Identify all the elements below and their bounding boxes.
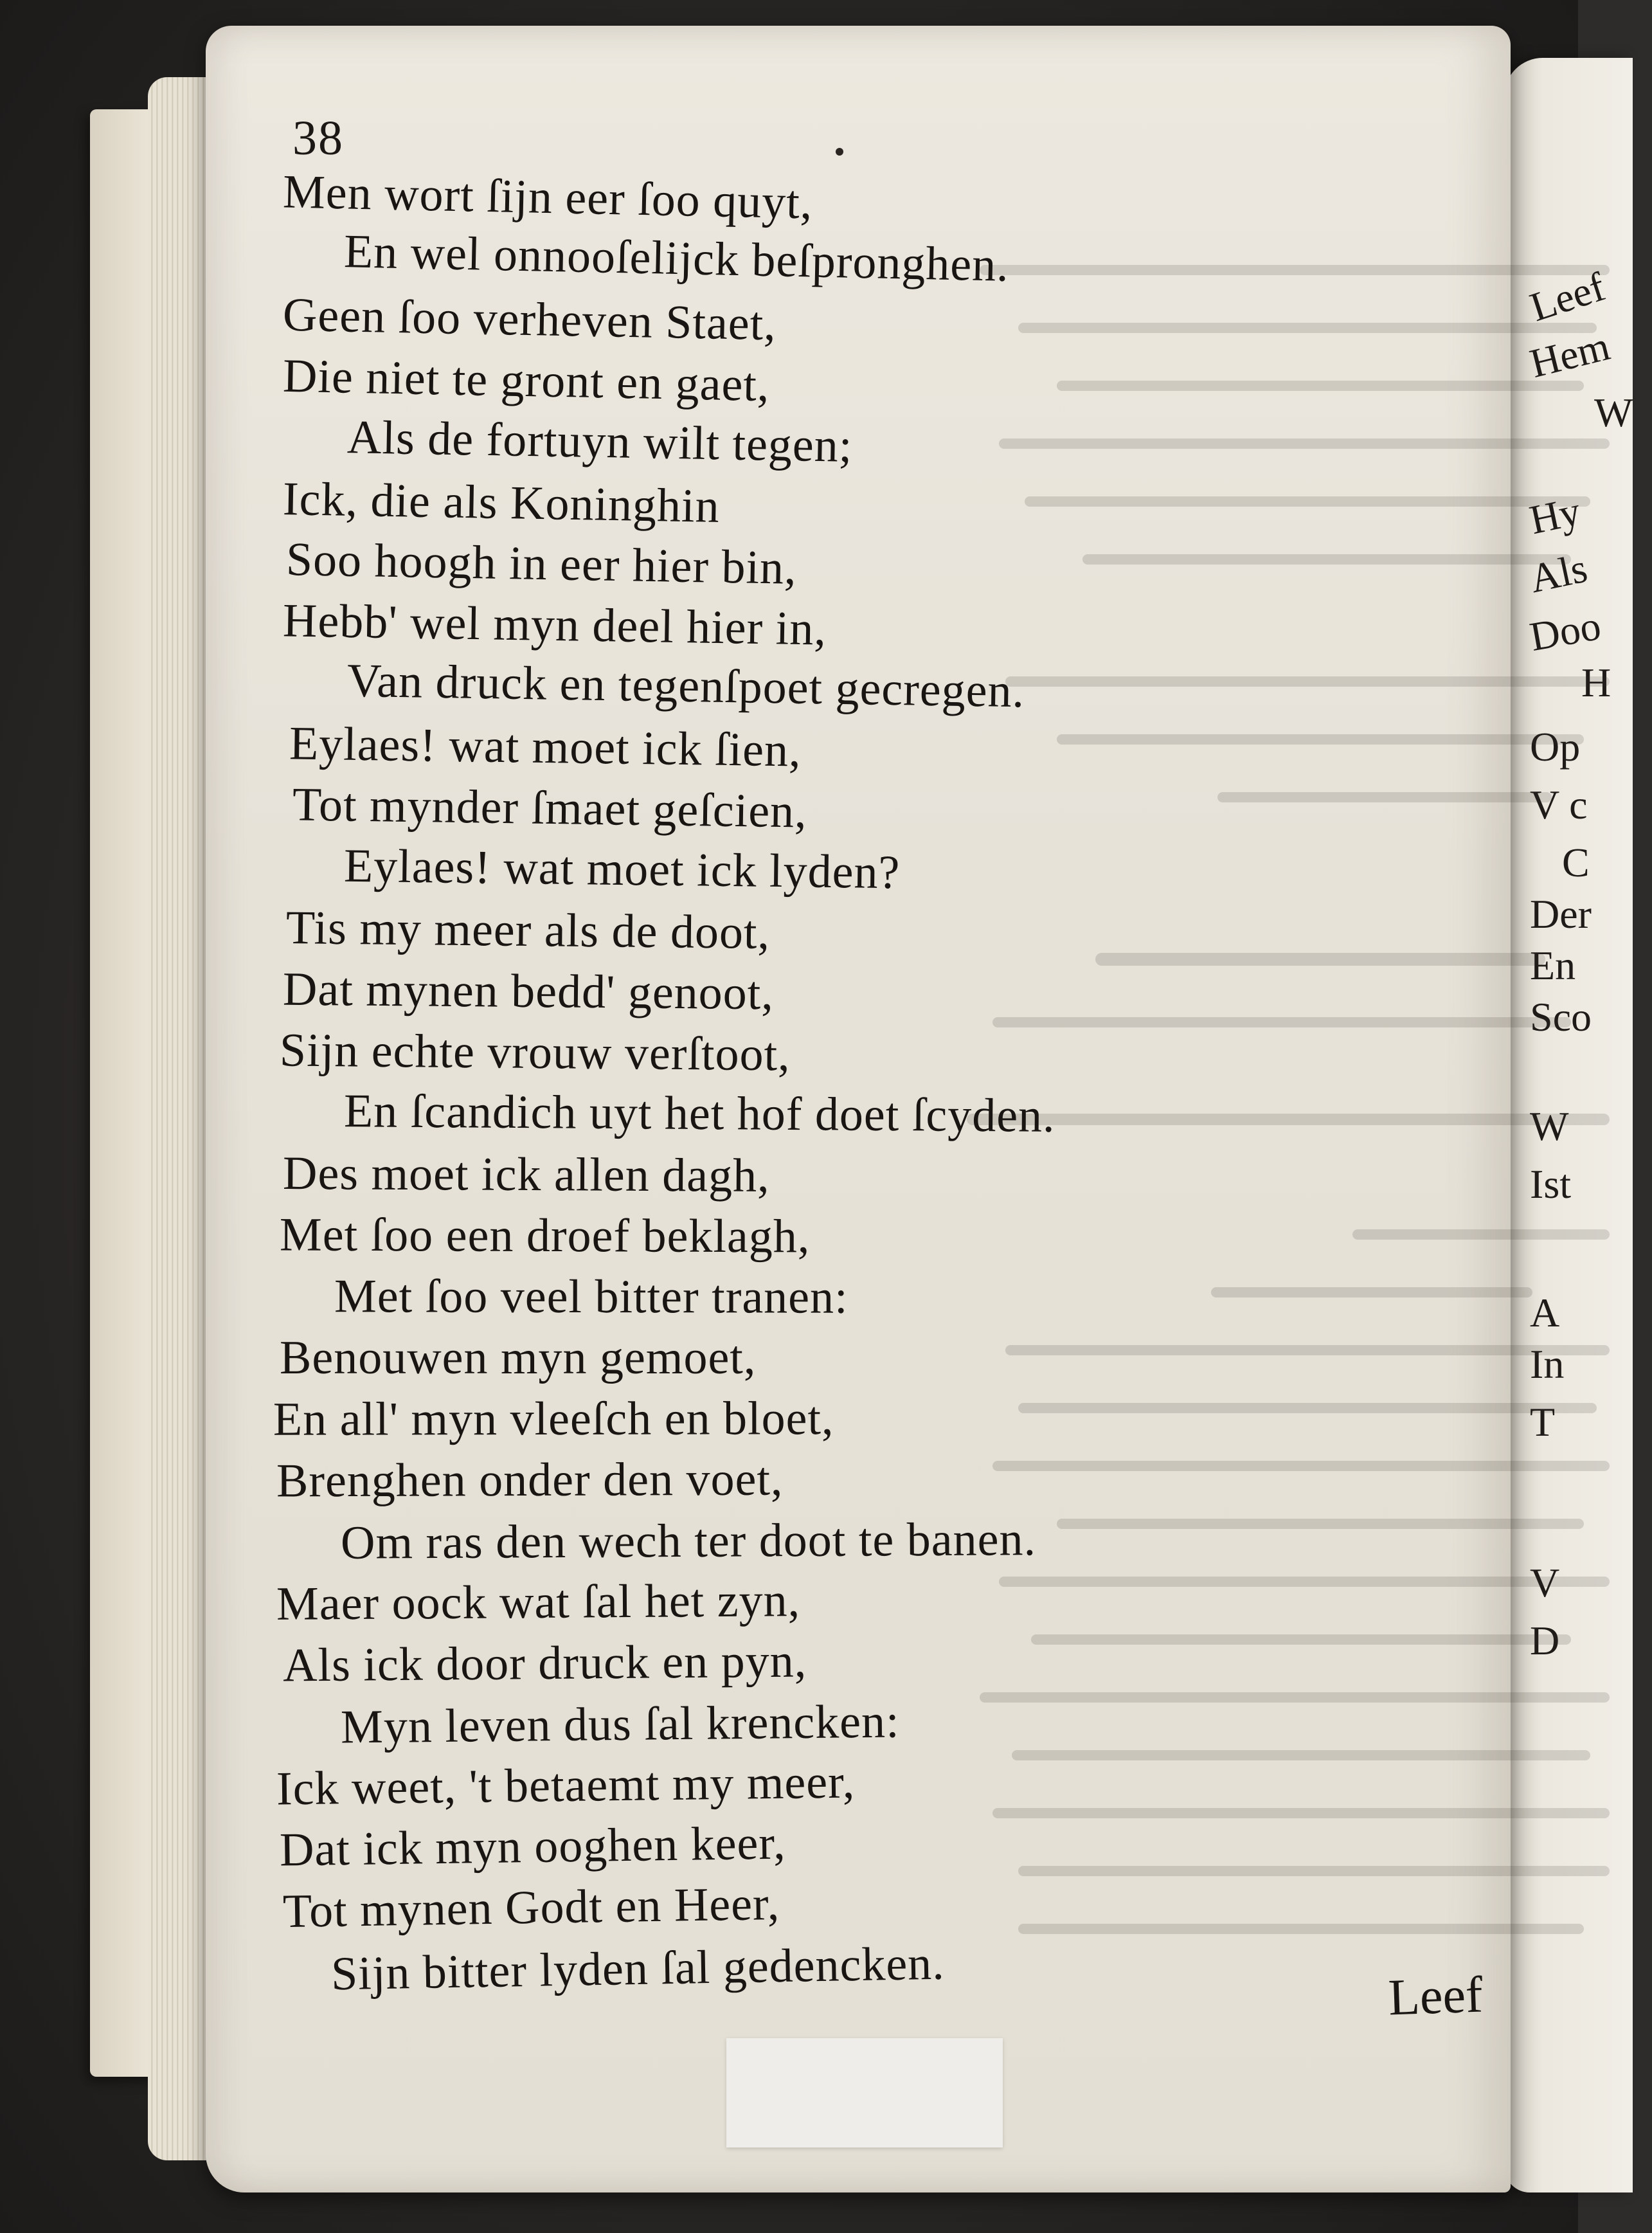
poem-line: En all' myn vleeſch en bloet, [273, 1392, 834, 1446]
page-number: 38 [292, 111, 344, 165]
facing-fragment: In [1530, 1341, 1565, 1387]
facing-fragment: W [1530, 1103, 1569, 1149]
poem-line: Die niet te gront en gaet, [282, 349, 771, 412]
poem-line: Tot mynder ſmaet geſcien, [292, 778, 808, 838]
poem-line: En wel onnooſelijck beſpronghen. [343, 225, 1010, 292]
poem-line: Om ras den wech ter doot te banen. [340, 1513, 1037, 1569]
poem-line: Eylaes! wat moet ick lyden? [343, 839, 901, 900]
poem-line: Dat ick myn ooghen keer, [279, 1816, 787, 1877]
facing-fragment: D [1530, 1618, 1560, 1663]
poem-line: Dat mynen bedd' genoot, [282, 963, 775, 1020]
poem-line: Maer oock wat ſal het zyn, [276, 1574, 801, 1631]
facing-fragment: Der [1530, 891, 1592, 937]
poem-line: Als de fortuyn wilt tegen; [346, 411, 854, 473]
poem-line: Sijn bitter lyden ſal gedencken. [330, 1937, 946, 2001]
facing-fragment: C [1562, 840, 1590, 885]
poem-line: Benouwen myn gemoet, [280, 1332, 757, 1384]
facing-fragment: Ist [1530, 1161, 1571, 1207]
facing-fragment: H [1581, 660, 1612, 705]
facing-fragment: Sco [1530, 994, 1592, 1040]
poem-line: Men wort ſijn eer ſoo quyt, [282, 165, 814, 230]
poem-line: Als ick door druck en pyn, [282, 1634, 807, 1692]
poem-line: Van druck en tegenſpoet gecregen. [346, 654, 1025, 718]
facing-fragment: V c [1530, 782, 1588, 827]
facing-fragment: Doo [1526, 602, 1604, 660]
poem-line: Tot mynen Godt en Heer, [282, 1877, 780, 1939]
poem-line: Sijn echte vrouw verſtoot, [279, 1024, 791, 1081]
poem-line: En ſcandich uyt het hof doet ſcyden. [343, 1085, 1055, 1143]
facing-fragment: Op [1530, 724, 1581, 770]
poem-line: Myn leven dus ſal krencken: [340, 1695, 900, 1754]
poem-line: Hebb' wel myn deel hier in, [282, 594, 827, 656]
facing-fragment: A [1530, 1290, 1560, 1335]
poem-line: Ick weet, 't betaemt my meer, [276, 1755, 856, 1816]
facing-fragment: W [1594, 390, 1633, 435]
poem-line: Tis my meer als de doot, [285, 901, 771, 959]
facing-fragment: En [1530, 943, 1576, 988]
poem-line: Geen ſoo verheven Staet, [282, 288, 777, 351]
facing-fragment: V [1530, 1560, 1560, 1605]
facing-fragment: Als [1525, 545, 1592, 602]
poem-line: Brenghen onder den voet, [276, 1452, 784, 1508]
facing-fragment: T [1530, 1399, 1556, 1445]
catchword: Leef [1387, 1966, 1484, 2027]
poem-line: Eylaes! wat moet ick ſien, [289, 717, 802, 777]
facing-fragment: Leef [1524, 263, 1611, 330]
facing-fragment: Hem [1525, 323, 1615, 387]
poem-line: Soo hoogh in eer hier bin, [285, 533, 798, 595]
poem-line: Des moet ick allen dagh, [282, 1147, 770, 1202]
poem-line: Met ſoo een droef beklagh, [279, 1208, 811, 1263]
poem-line: Met ſoo veel bitter tranen: [334, 1270, 848, 1324]
poem-line: Ick, die als Koninghin [282, 473, 721, 533]
facing-fragment: Hy [1525, 487, 1585, 543]
